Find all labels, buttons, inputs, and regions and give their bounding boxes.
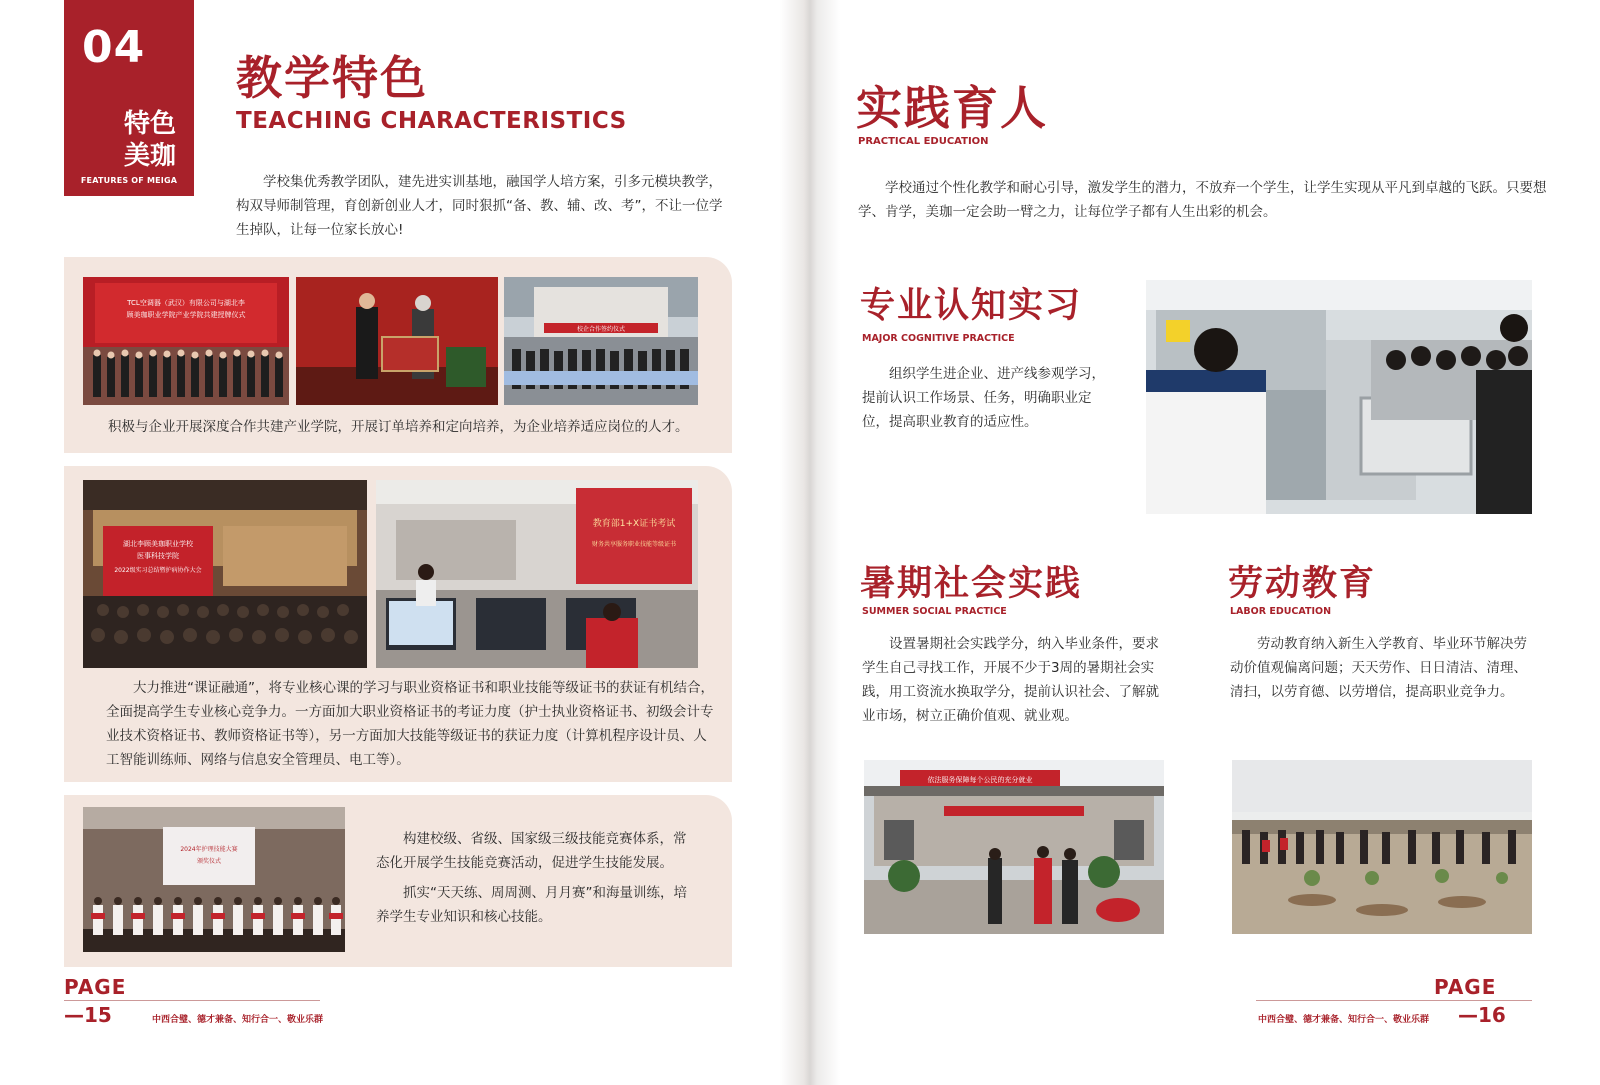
lab-screen-line1: 教育部1+X证书考试 bbox=[592, 519, 676, 529]
section1-text: 组织学生进企业、进产线参观学习，提前认识工作场景、任务，明确职业定位，提高职业教育的适应性。 bbox=[862, 366, 1105, 430]
right-title-cn: 实践育人 bbox=[856, 81, 1048, 135]
photo-tree-planting bbox=[1232, 760, 1532, 934]
village-banner-text: 依法服务保障每个公民的充分就业 bbox=[927, 776, 1033, 784]
photo-auditorium-meeting bbox=[83, 480, 367, 668]
photo-nursing-competition bbox=[83, 807, 345, 952]
section2-title-cn: 暑期社会实践 bbox=[860, 564, 1083, 604]
panel2-caption: 大力推进“课证融通”，将专业核心课的学习与职业资格证书和职业技能等级证书的获证有机结合，全面提高学生专业核心竞争力。一方面加大职业资格证书的考证力度（护士执业资格证书、初级会计专业技术资格证书、教师资格证书等），另一方面加大技能等级证书的获证力度（计算机程序设计员、人工智能训练师、网络与信息安全管理员、电工等）。 bbox=[106, 680, 714, 768]
chapter-title-en: FEATURES OF MEIGA bbox=[80, 176, 178, 185]
right-intro-paragraph: 学校通过个性化教学和耐心引导，激发学生的潜力，不放弃一个学生，让学生实现从平凡到卓越的飞跃。只要想学、肯学，美珈一定会助一臂之力，让每位学子都有人生出彩的机会。 bbox=[858, 180, 1547, 220]
photo-plaque-handover bbox=[296, 277, 498, 405]
photo-employment-office bbox=[864, 760, 1164, 934]
page-title-cn: 教学特色 bbox=[236, 51, 428, 105]
right-footer-motto: 中西合璧、德才兼备、知行合一、敬业乐群 bbox=[1258, 1015, 1430, 1025]
right-footer-rule bbox=[1256, 1000, 1532, 1001]
photo-computer-lab-exam bbox=[376, 480, 698, 668]
section1-title-cn: 专业认知实习 bbox=[860, 286, 1083, 326]
hall-line2: 医事科技学院 bbox=[137, 552, 179, 560]
chapter-badge bbox=[64, 0, 194, 196]
lab-screen-line2: 财务共享服务职业技能等级证书 bbox=[591, 541, 677, 548]
footer-page-number: —15 bbox=[64, 1003, 112, 1027]
section3-title-en: LABOR EDUCATION bbox=[1230, 606, 1332, 617]
chapter-number: 04 bbox=[82, 22, 146, 73]
chapter-title-cn: 特色美珈 bbox=[123, 109, 176, 171]
hall-line3: 2022级实习总结暨护病协作大会 bbox=[114, 567, 202, 574]
footer-motto: 中西合璧、德才兼备、知行合一、敬业乐群 bbox=[152, 1015, 324, 1025]
section2-title-en: SUMMER SOCIAL PRACTICE bbox=[862, 606, 1007, 617]
right-title-en: PRACTICAL EDUCATION bbox=[858, 136, 989, 147]
section2-text: 设置暑期社会实践学分，纳入毕业条件，要求学生自己寻找工作，开展不少于3周的暑期社会实践，用工资流水换取学分，提前认识社会、了解就业市场，树立正确价值观、就业观。 bbox=[862, 636, 1159, 724]
stage-line1: 2024年护理技能大赛 bbox=[180, 846, 238, 853]
panel-industry-college bbox=[64, 257, 732, 453]
banner1-line2: 顾美珈职业学院产业学院共建授牌仪式 bbox=[126, 311, 246, 319]
panel3-text2: 抓实“天天练、周周测、月月赛”和海量训练，培养学生专业知识和核心技能。 bbox=[376, 885, 687, 925]
right-footer-page-number: —16 bbox=[1458, 1003, 1506, 1027]
intro-paragraph: 学校集优秀教学团队，建先进实训基地，融国学人培方案，引多元模块教学，构双导师制管理，育创新创业人才，同时狠抓“备、教、辅、改、考”，不让一位学生掉队，让每一位家长放心! bbox=[236, 174, 723, 238]
banner1-line1: TCL空调器（武汉）有限公司与湖北李 bbox=[127, 299, 245, 307]
panel1-caption: 积极与企业开展深度合作共建产业学院，开展订单培养和定向培养，为企业培养适应岗位的人才。 bbox=[108, 419, 689, 435]
panel-skills-competition bbox=[64, 795, 732, 967]
right-page bbox=[800, 0, 1600, 1085]
panel3-text1: 构建校级、省级、国家级三级技能竞赛体系，常态化开展学生技能竞赛活动，促进学生技能发展。 bbox=[376, 831, 687, 871]
stage-line2: 颁奖仪式 bbox=[196, 858, 222, 865]
hall-line1: 湖北李顾美珈职业学校 bbox=[123, 540, 193, 548]
section3-title-cn: 劳动教育 bbox=[1228, 564, 1377, 604]
photo-group-signing bbox=[504, 277, 698, 405]
banner3-text: 校企合作签约仪式 bbox=[576, 326, 626, 333]
footer-page-label: PAGE bbox=[64, 975, 127, 999]
footer-rule bbox=[64, 1000, 320, 1001]
section1-title-en: MAJOR COGNITIVE PRACTICE bbox=[862, 333, 1015, 344]
section3-text: 劳动教育纳入新生入学教育、毕业环节解决劳动价值观偏离问题；天天劳作、日日清洁、清理、清扫，以劳育德、以劳增信，提高职业竞争力。 bbox=[1230, 636, 1527, 700]
panel-course-certificate bbox=[64, 466, 732, 782]
photo-award-ceremony bbox=[83, 277, 289, 405]
page-title-en: TEACHING CHARACTERISTICS bbox=[236, 108, 627, 134]
photo-production-line-visit bbox=[1146, 280, 1532, 514]
right-footer-page-label: PAGE bbox=[1434, 975, 1497, 999]
